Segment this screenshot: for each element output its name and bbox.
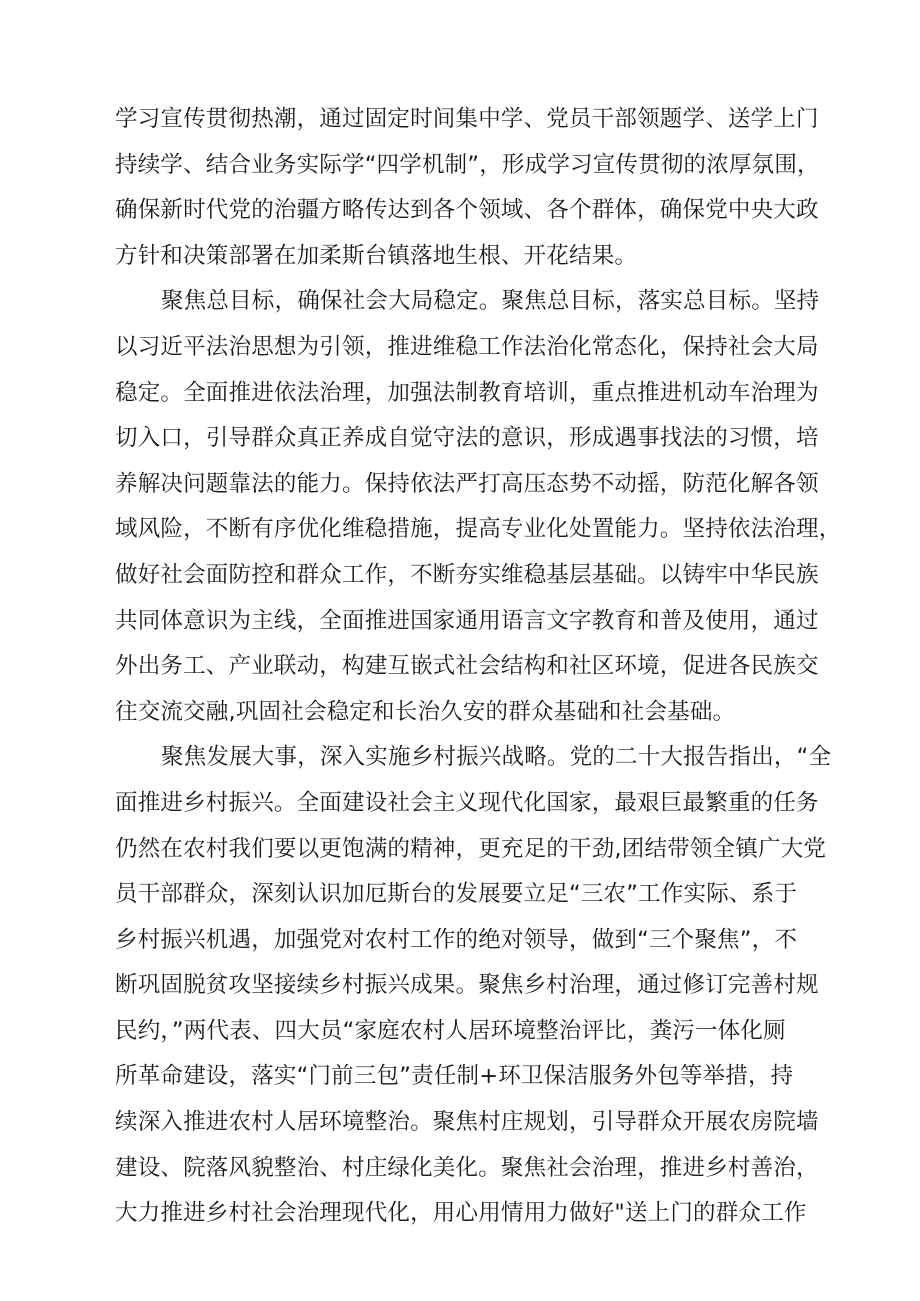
text-line: 员干部群众，深刻认识加厄斯台的发展要立足“三农”工作实际、系于 xyxy=(115,881,798,908)
text-line: 域风险，不断有序优化维稳措施，提高专业化处置能力。坚持依法治理， xyxy=(115,516,842,543)
text-line: 以习近平法治思想为引领，推进维稳工作法治化常态化，保持社会大局 xyxy=(115,333,819,360)
text-line: 断巩固脱贫攻坚接续乡村振兴成果。聚焦乡村治理，通过修订完善村规 xyxy=(115,972,819,999)
text-line: 稳定。全面推进依法治理，加强法制教育培训，重点推进机动车治理为 xyxy=(115,379,819,406)
text-line: 乡村振兴机遇，加强党对农村工作的绝对领导，做到“三个聚焦”，不 xyxy=(115,926,798,953)
text-line: 确保新时代党的治疆方略传达到各个领域、各个群体，确保党中央大政 xyxy=(115,197,819,224)
text-line: 持续学、结合业务实际学“四学机制”，形成学习宣传贯彻的浓厚氛围， xyxy=(115,151,820,178)
text-line: 面推进乡村振兴。全面建设社会主义现代化国家，最艰巨最繁重的任务 xyxy=(115,789,819,816)
text-line: 外出务工、产业联动，构建互嵌式社会结构和社区环境，促进各民族交 xyxy=(115,653,819,680)
text-line: 切入口，引导群众真正养成自觉守法的意识，形成遇事找法的习惯，培 xyxy=(115,425,819,452)
text-line: 做好社会面防控和群众工作，不断夯实维稳基层基础。以铸牢中华民族 xyxy=(115,561,819,588)
text-line: 共同体意识为主线，全面推进国家通用语言文字教育和普及使用，通过 xyxy=(115,607,819,634)
text-line: 往交流交融,巩固社会稳定和长治久安的群众基础和社会基础。 xyxy=(115,698,736,725)
body-text xyxy=(115,97,860,1237)
text-line: 续深入推进农村人居环境整治。聚焦村庄规划，引导群众开展农房院墙 xyxy=(115,1109,819,1136)
paragraph-start-line: 聚焦发展大事，深入实施乡村振兴战略。党的二十大报告指出，“全 xyxy=(161,744,832,771)
paragraph-start-line: 聚焦总目标，确保社会大局稳定。聚焦总目标，落实总目标。坚持 xyxy=(161,288,820,315)
text-line: 学习宣传贯彻热潮，通过固定时间集中学、党员干部领题学、送学上门 xyxy=(115,106,819,132)
text-line: 建设、院落风貌整治、村庄绿化美化。聚焦社会治理，推进乡村善治， xyxy=(115,1154,819,1181)
text-line: 所革命建设，落实“门前三包”责任制+环卫保洁服务外包等举措，持 xyxy=(115,1063,794,1090)
text-line: 方针和决策部署在加柔斯台镇落地生根、开花结果。 xyxy=(115,242,638,269)
text-line: 民约，”两代表、四大员“家庭农村人居环境整治评比，粪污一体化厕 xyxy=(115,1017,786,1044)
text-line: 仍然在农村我们要以更饱满的精神，更充足的干劲,团结带领全镇广大党 xyxy=(115,835,827,862)
text-line: 大力推进乡村社会治理现代化，用心用情用力做好"送上门的群众工作 xyxy=(115,1200,807,1227)
text-line: 养解决问题靠法的能力。保持依法严打高压态势不动摇，防范化解各领 xyxy=(115,470,819,497)
